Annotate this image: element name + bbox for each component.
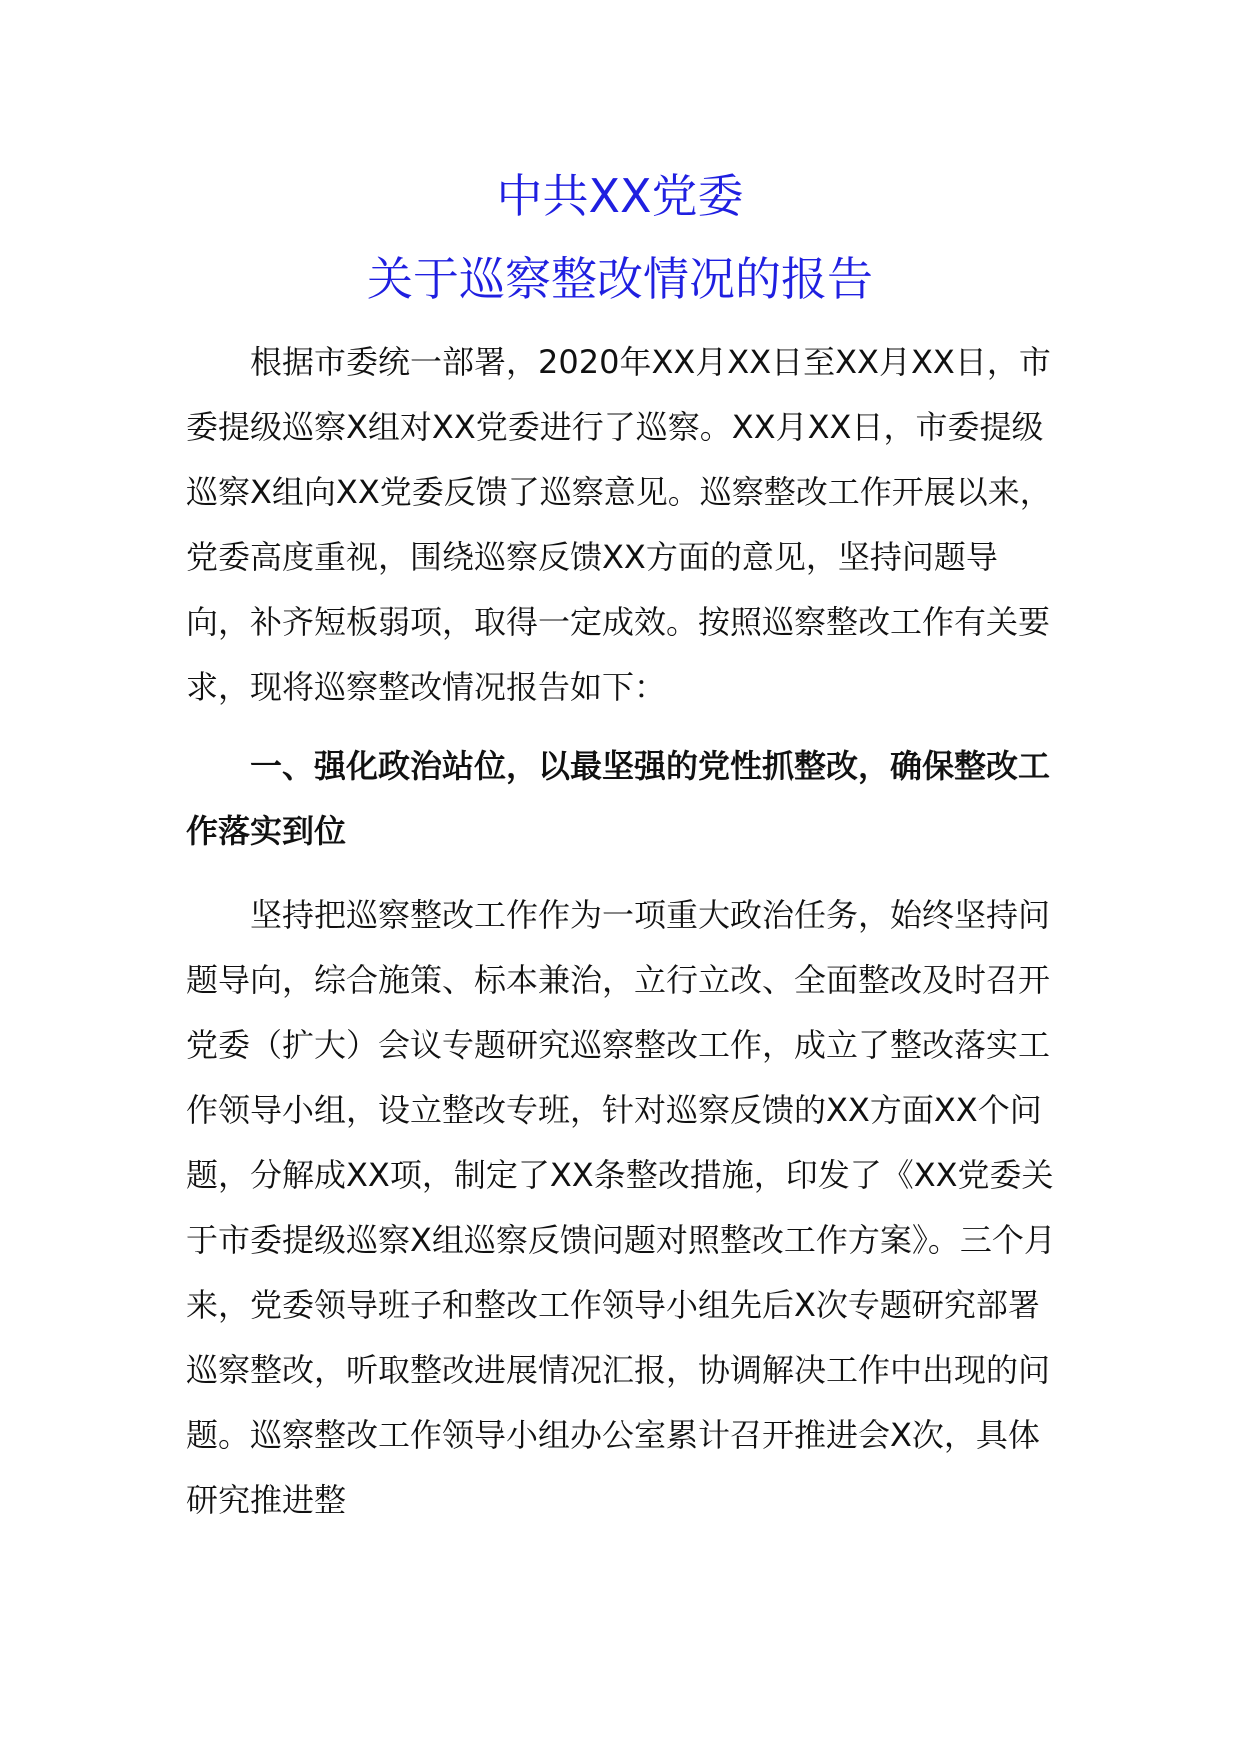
paragraph-intro: 根据市委统一部署，2020年XX月XX日至XX月XX日，市委提级巡察X组对XX党委进行了巡察。XX月XX日，市委提级巡察X组向XX党委反馈了巡察意见。巡察整改工作开展以来，党委高度重视，围绕巡察反馈XX方面的意见，坚持问题导向，补齐短板弱项，取得一定成效。按照巡察整改工作有关要求，现将巡察整改情况报告如下： xyxy=(186,343,1052,706)
section-heading-1: 一、强化政治站位，以最坚强的党性抓整改，确保整改工作落实到位 xyxy=(186,747,1051,850)
document-title-line2: 关于巡察整改情况的报告 xyxy=(367,252,873,306)
document-title-line1: 中共XX党委 xyxy=(496,169,744,223)
paragraph-section1-body: 坚持把巡察整改工作作为一项重大政治任务，始终坚持问题导向，综合施策、标本兼治，立行立改、全面整改及时召开党委（扩大）会议专题研究巡察整改工作，成立了整改落实工作领导小组，设立整改专班，针对巡察反馈的XX方面XX个问题，分解成XX项，制定了XX条整改措施，印发了《XX党委关于市委提级巡察X组巡察反馈问题对照整改工作方案》。三个月来，党委领导班子和整改工作领导小组先后X次专题研究部署巡察整改，听取整改进展情况汇报，协调解决工作中出现的问题。巡察整改工作领导小组办公室累计召开推进会X次，具体研究推进整 xyxy=(186,896,1056,1519)
